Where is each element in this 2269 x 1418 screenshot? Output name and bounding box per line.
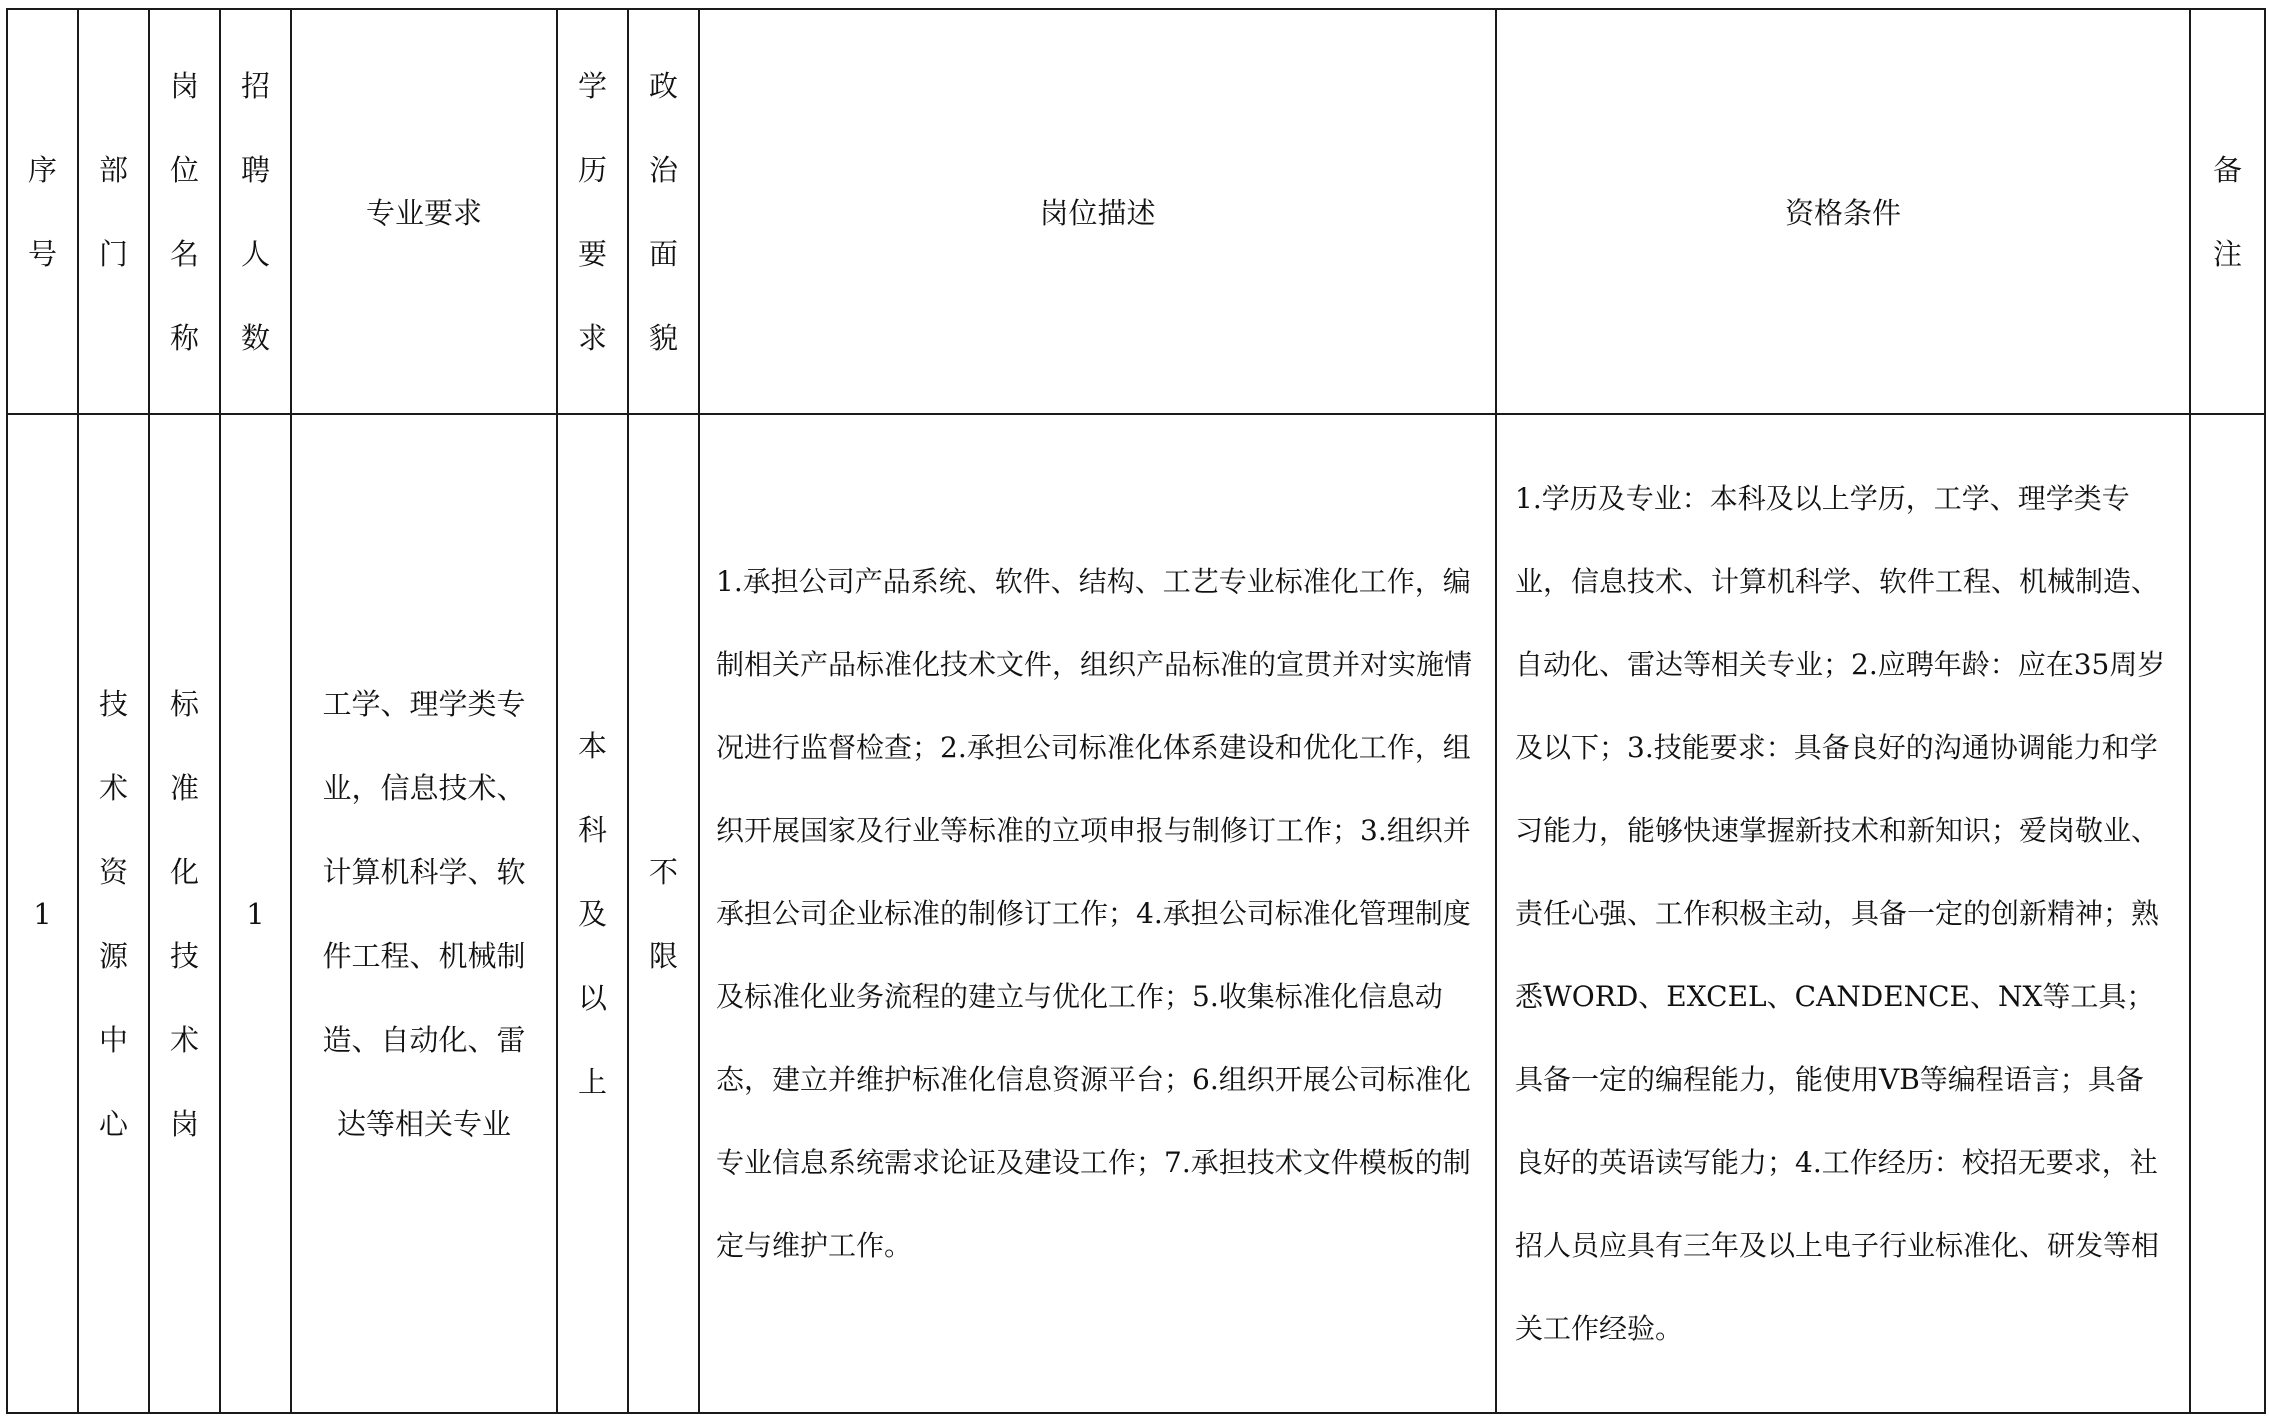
cell-remarks	[2190, 414, 2265, 1413]
table-row	[7, 414, 2265, 1413]
cell-major: 工学、理学类专业，信息技术、计算机科学、软件工程、机械制造、自动化、雷达等相关专业	[291, 414, 557, 1413]
recruitment-table	[6, 8, 2266, 1414]
header-major: 专业要求	[291, 9, 557, 414]
header-political: 政治面貌	[628, 9, 699, 414]
header-qualification: 资格条件	[1496, 9, 2190, 414]
cell-political: 不限	[628, 414, 699, 1413]
cell-description: 1.承担公司产品系统、软件、结构、工艺专业标准化工作，编制相关产品标准化技术文件，组织产品标准的宣贯并对实施情况进行监督检查；2.承担公司标准化体系建设和优化工作，组织开展国家及行业等标准的立项申报与制修订工作；3.组织并承担公司企业标准的制修订工作；4.承担公司标准化管理制度及标准化业务流程的建立与优化工作；5.收集标准化信息动态，建立并维护标准化信息资源平台；6.组织开展公司标准化专业信息系统需求论证及建设工作；7.承担技术文件模板的制定与维护工作。	[699, 414, 1496, 1413]
header-education: 学历要求	[557, 9, 628, 414]
table-header-row	[7, 9, 2265, 414]
cell-headcount: 1	[220, 414, 291, 1413]
header-dept: 部门	[78, 9, 149, 414]
cell-position: 标准化技术岗	[149, 414, 220, 1413]
cell-qualification: 1.学历及专业：本科及以上学历，工学、理学类专业，信息技术、计算机科学、软件工程、机械制造、自动化、雷达等相关专业；2.应聘年龄：应在35周岁及以下；3.技能要求：具备良好的沟通协调能力和学习能力，能够快速掌握新技术和新知识；爱岗敬业、责任心强、工作积极主动，具备一定的创新精神；熟悉WORD、EXCEL、CANDENCE、NX等工具；具备一定的编程能力，能使用VB等编程语言；具备良好的英语读写能力；4.工作经历：校招无要求，社招人员应具有三年及以上电子行业标准化、研发等相关工作经验。	[1496, 414, 2190, 1413]
cell-dept: 技术资源中心	[78, 414, 149, 1413]
header-headcount: 招聘人数	[220, 9, 291, 414]
cell-seq: 1	[7, 414, 78, 1413]
cell-education: 本科及以上	[557, 414, 628, 1413]
header-description: 岗位描述	[699, 9, 1496, 414]
header-seq: 序号	[7, 9, 78, 414]
header-position: 岗位名称	[149, 9, 220, 414]
header-remarks: 备注	[2190, 9, 2265, 414]
